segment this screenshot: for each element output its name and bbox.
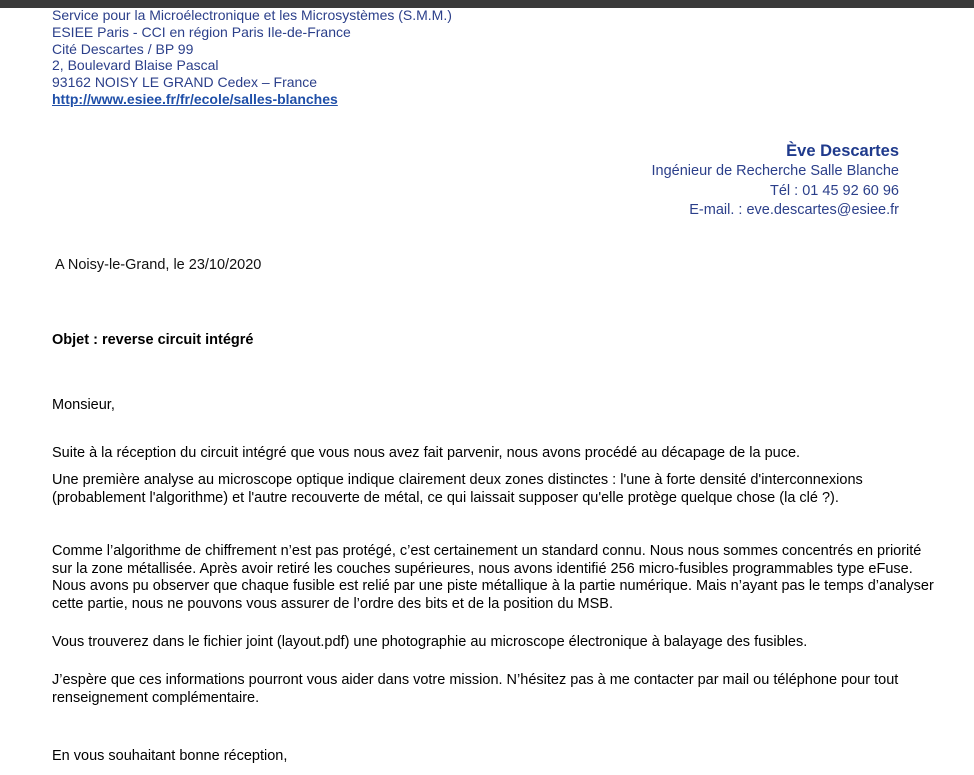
paragraph-line: Suite à la réception du circuit intégré que vous nous avez fait parvenir, nous avons procédé au décapage de la puce. [52, 445, 801, 461]
paragraph-line: cette partie, nous ne pouvons vous assurer de l’ordre des bits et de la position du MSB. [52, 595, 613, 612]
paragraph-efuse-findings [52, 543, 934, 613]
sender-line-organization: ESIEE Paris - CCI en région Paris Ile-de-France [52, 23, 351, 40]
paragraph-attachment [52, 634, 894, 652]
author-title: Ingénieur de Recherche Salle Blanche [651, 163, 899, 179]
paragraph-line: Une première analyse au microscope optique indique clairement deux zones distinctes : l'une à forte densité d'interconnexions [52, 472, 863, 488]
sender-line-street: 2, Boulevard Blaise Pascal [52, 57, 219, 74]
paragraph-first-analysis [52, 472, 894, 507]
paragraph-line: Vous trouverez dans le fichier joint (layout.pdf) une photographie au microscope électronique à balayage des fusibles. [52, 634, 808, 650]
letter-closing: En vous souhaitant bonne réception, [52, 748, 288, 764]
paragraph-line: Nous avons pu observer que chaque fusible est relié par une piste métallique à la partie numérique. Mais n’ayant pas le temps d’analyser [52, 578, 934, 595]
author-email: E-mail. : eve.descartes@esiee.fr [689, 202, 899, 219]
author-phone: Tél : 01 45 92 60 96 [770, 182, 899, 199]
author-signature-block [652, 140, 899, 221]
letter-subject: Objet : reverse circuit intégré [52, 332, 254, 348]
paragraph-line: (probablement l'algorithme) et l'autre recouverte de métal, ce qui laissait supposer qu'elle protège quelque chose (la clé ?). [52, 489, 839, 506]
paragraph-line: J’espère que ces informations pourront vous aider dans votre mission. N’hésitez pas à me contacter par mail ou téléphone pour tout [52, 672, 899, 688]
letter-salutation: Monsieur, [52, 397, 115, 413]
sender-line-department: Service pour la Microélectronique et les Microsystèmes (S.M.M.) [52, 7, 452, 23]
author-name: Ève Descartes [786, 142, 899, 160]
letter-date: A Noisy-le-Grand, le 23/10/2020 [55, 257, 262, 273]
paragraph-reception [52, 445, 894, 463]
sender-line-site: Cité Descartes / BP 99 [52, 40, 194, 57]
sender-website-link[interactable]: http://www.esiee.fr/fr/ecole/salles-blanches [52, 90, 338, 107]
paragraph-contact [52, 672, 899, 707]
paragraph-line: sur la zone métallisée. Après avoir retiré les couches supérieures, nous avons identifié 256 micro-fusibles programmables type eFuse. [52, 560, 913, 577]
paragraph-line: renseignement complémentaire. [52, 689, 260, 706]
sender-line-city: 93162 NOISY LE GRAND Cedex – France [52, 74, 318, 91]
sender-address-block [52, 7, 452, 108]
paragraph-line: Comme l’algorithme de chiffrement n’est pas protégé, c’est certainement un standard connu. Nous nous sommes concentrés en priorité [52, 543, 922, 559]
